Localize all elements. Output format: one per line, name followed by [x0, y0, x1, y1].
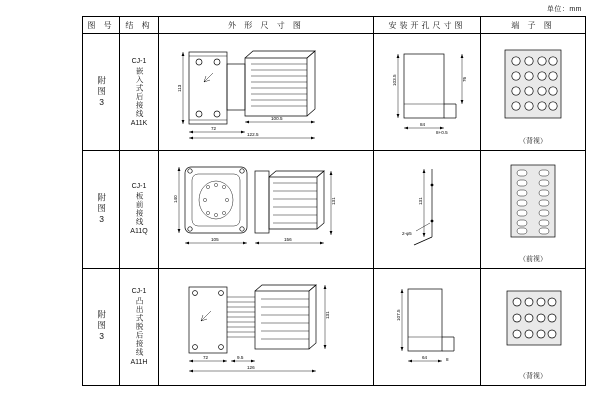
row1-fig-no: 附图3 — [96, 75, 107, 109]
row3-struct-model: CJ-1 — [131, 288, 147, 296]
row3-struct-text: 凸出式脱后接线 — [135, 297, 145, 357]
svg-text:122.5: 122.5 — [247, 132, 259, 137]
table-header — [83, 17, 586, 34]
row1-structure-cell — [120, 34, 159, 151]
row1-struct-text: 嵌入式后接线 — [135, 66, 145, 118]
table-row — [83, 34, 586, 151]
svg-text:100.5: 100.5 — [271, 116, 283, 121]
header-fig-no: 图 号 — [83, 17, 120, 34]
row1-terminal-caption: （背视） — [519, 138, 547, 146]
row2-outline-drawing — [159, 151, 373, 267]
header-outline: 外 形 尺 寸 图 — [159, 17, 374, 34]
row1-terminal-cell — [481, 34, 586, 151]
row2-outline-cell — [159, 151, 374, 268]
row3-structure-cell — [120, 268, 159, 385]
svg-text:64: 64 — [422, 354, 428, 360]
row3-outline-drawing — [159, 269, 373, 385]
svg-text:9.5: 9.5 — [237, 354, 244, 360]
row1-struct-model: CJ-1 — [131, 57, 147, 65]
svg-text:107.5: 107.5 — [396, 309, 401, 321]
svg-text:8+0.5: 8+0.5 — [436, 130, 448, 135]
row3-outline-cell — [159, 268, 374, 385]
svg-text:131: 131 — [418, 197, 423, 206]
row2-terminal-drawing — [481, 151, 585, 267]
svg-text:2-φ5: 2-φ5 — [402, 231, 412, 237]
row2-struct-code: A11Q — [130, 228, 148, 236]
row3-terminal-cell — [481, 268, 586, 385]
row1-mounting-drawing — [374, 34, 480, 150]
row3-terminal-caption: （背视） — [519, 373, 547, 380]
row3-struct-code: A11H — [130, 358, 148, 366]
svg-text:126: 126 — [247, 364, 255, 370]
row1-terminal-drawing — [481, 34, 585, 150]
row2-mounting-drawing — [374, 151, 480, 267]
dimension-table — [82, 16, 586, 386]
header-structure: 结 构 — [120, 17, 159, 34]
row1-fig-no-cell — [83, 34, 120, 151]
row2-structure-cell — [120, 151, 159, 268]
table-body — [83, 34, 586, 386]
table-row — [83, 268, 586, 385]
svg-text:72: 72 — [211, 126, 217, 131]
row1-struct-code: A11K — [130, 119, 148, 127]
row2-fig-no-cell — [83, 151, 120, 268]
row2-terminal-cell — [481, 151, 586, 268]
svg-text:156: 156 — [284, 237, 292, 243]
row2-mounting-cell — [374, 151, 481, 268]
table-row — [83, 151, 586, 268]
unit-note: 单位：mm — [546, 6, 582, 13]
row3-mounting-cell — [374, 268, 481, 385]
row3-mounting-drawing — [374, 269, 480, 385]
svg-text:76: 76 — [462, 76, 467, 82]
svg-text:105: 105 — [211, 237, 219, 243]
row3-fig-no-cell — [83, 268, 120, 385]
row1-outline-cell — [159, 34, 374, 151]
row2-fig-no: 附图3 — [96, 192, 107, 226]
svg-text:131: 131 — [331, 197, 336, 206]
header-terminal: 端 子 图 — [481, 17, 586, 34]
svg-text:8: 8 — [446, 356, 449, 362]
svg-text:131: 131 — [325, 310, 330, 319]
row2-terminal-caption: （前视） — [519, 255, 547, 263]
row1-dim-113: 113 — [177, 84, 182, 92]
table-header-row — [83, 17, 586, 34]
svg-text:140: 140 — [173, 195, 178, 204]
row1-outline-drawing — [159, 34, 373, 150]
svg-text:72: 72 — [203, 354, 209, 360]
row3-fig-no: 附图3 — [96, 310, 107, 344]
row2-struct-text: 板前接线 — [135, 192, 145, 227]
header-mounting: 安装开孔尺寸图 — [374, 17, 481, 34]
svg-text:103.5: 103.5 — [392, 74, 397, 86]
row1-mounting-cell — [374, 34, 481, 151]
row3-terminal-drawing — [481, 269, 585, 385]
svg-text:84: 84 — [420, 122, 426, 127]
row2-struct-model: CJ-1 — [131, 183, 147, 191]
